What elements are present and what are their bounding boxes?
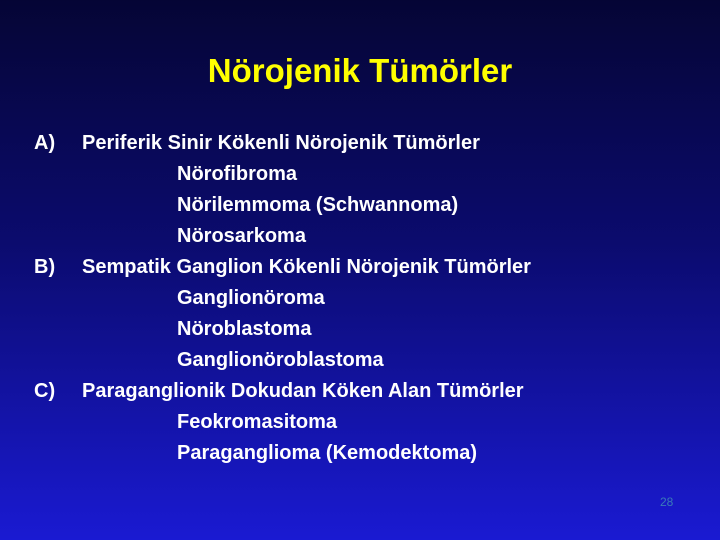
list-item-line [0, 345, 720, 376]
list-item-line [0, 438, 720, 469]
list-item-line [0, 283, 720, 314]
section-heading-line [0, 376, 720, 407]
list-item-line [0, 314, 720, 345]
list-item-line [0, 221, 720, 252]
slide-title: Nörojenik Tümörler [207, 52, 513, 89]
section-heading: Paraganglionik Dokudan Köken Alan Tümörler [82, 380, 524, 402]
slide-content [0, 128, 720, 469]
section-heading-line [0, 128, 720, 159]
list-item: Nöroblastoma [177, 318, 312, 340]
section-marker: B) [34, 256, 56, 278]
list-item: Paraganglioma (Kemodektoma) [177, 442, 478, 464]
page-number: 28 [660, 495, 674, 509]
section-marker: A) [34, 132, 56, 154]
list-item: Ganglionöroma [177, 287, 325, 309]
section-heading: Sempatik Ganglion Kökenli Nörojenik Tümörler [82, 256, 531, 278]
list-item-line [0, 159, 720, 190]
list-item: Nörofibroma [177, 163, 297, 185]
list-item: Feokromasitoma [177, 411, 338, 433]
section-heading: Periferik Sinir Kökenli Nörojenik Tümörler [82, 132, 480, 154]
list-item: Nörosarkoma [177, 225, 306, 247]
section-heading-line [0, 252, 720, 283]
list-item: Nörilemmoma (Schwannoma) [177, 194, 459, 216]
list-item: Ganglionöroblastoma [177, 349, 384, 371]
list-item-line [0, 190, 720, 221]
section-marker: C) [34, 380, 56, 402]
list-item-line [0, 407, 720, 438]
